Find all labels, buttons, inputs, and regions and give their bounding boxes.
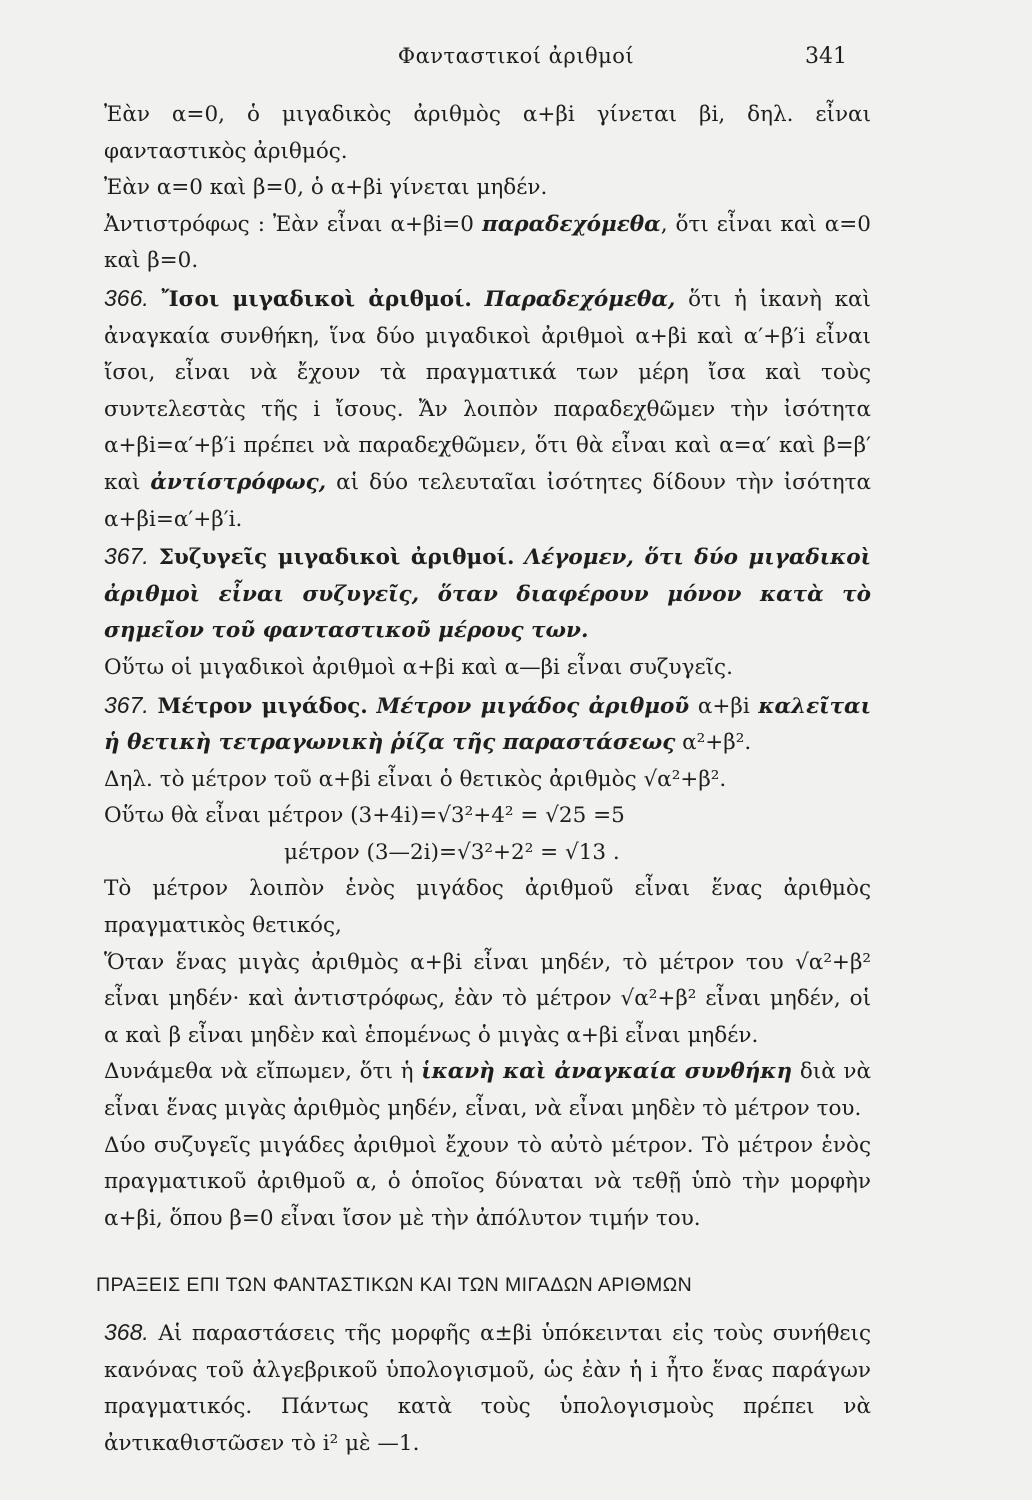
emphasis: ἀντίστρόφως, xyxy=(150,469,327,495)
paragraph xyxy=(104,871,871,944)
paragraph xyxy=(104,762,871,799)
section-367-modulus xyxy=(104,687,871,762)
paragraph-text: Τὸ μέτρον λοιπὸν ἑνὸς μιγάδος ἀριθμοῦ εἶναι ἕνας ἀριθμὸς πραγματικὸς θετικός, xyxy=(104,876,871,939)
paragraph xyxy=(104,207,871,280)
paragraph-text: αἱ δύο τελευταῖαι ἰσότητες δίδουν τὴν ἰσότητα α+βi=α′+β′i. xyxy=(104,469,871,532)
paragraph-text: α+βi xyxy=(689,693,759,719)
paragraph-text: Οὕτω οἱ μιγαδικοὶ ἀριθμοὶ α+βi καὶ α—βi εἶναι συζυγεῖς. xyxy=(104,654,733,680)
paragraph xyxy=(104,945,871,1055)
emphasis: παραδεχόμεθα xyxy=(481,211,661,237)
formula: μέτρον (3—2i)=√3²+2² = √13 . xyxy=(284,839,620,865)
section-heading: Μέτρον μιγάδος. xyxy=(157,693,368,719)
paragraph-text: α²+β². xyxy=(675,730,752,756)
paragraph-text: Δύο συζυγεῖς μιγάδες ἀριθμοὶ ἔχουν τὸ αὐτὸ μέτρον. Τὸ μέτρον ἑνὸς πραγματικοῦ ἀριθμοῦ α, ὁ ὁποῖος δύναται νὰ τεθῇ ὑπὸ τὴν μορφὴν α+βi, ὅπου β=0 εἶναι ἴσον μὲ τὴν ἀπόλυτον τιμήν του. xyxy=(104,1132,871,1231)
definition: Λέγομεν, ὅτι δύο μιγαδικοὶ ἀριθμοὶ εἶναι συζυγεῖς, ὅταν διαφέρουν μόνον κατὰ τὸ σημεῖον τοῦ φανταστικοῦ μέρους των. xyxy=(104,545,871,644)
formula-line xyxy=(104,798,871,835)
section-number: 367. xyxy=(104,691,149,718)
page-number: 341 xyxy=(805,44,847,69)
section-heading: Ἴσοι μιγαδικοὶ ἀριθμοί. xyxy=(161,286,472,312)
paragraph xyxy=(104,170,871,207)
emphasis: Μέτρον μιγάδος ἀριθμοῦ xyxy=(376,693,690,719)
paragraph xyxy=(104,650,871,687)
paragraph-text: Δηλ. τὸ μέτρον τοῦ α+βi εἶναι ὁ θετικὸς ἀριθμὸς √α²+β². xyxy=(104,766,727,792)
paragraph xyxy=(104,1054,871,1127)
paragraph xyxy=(104,1128,871,1238)
paragraph-text: ὅτι ἡ ἱκανὴ καὶ ἀναγκαία συνθήκη, ἵνα δύο μιγαδικοὶ ἀριθμοὶ α+βi καὶ α′+β′i εἶναι ἴσοι, εἶναι νὰ ἔχουν τὰ πραγματικά των μέρη ἴσα καὶ τοὺς συντελεστὰς τῆς i ἴσους. Ἄν λοιπὸν παραδεχθῶμεν τὴν ἰσότητα α+βi=α′+β′i πρέπει νὰ παραδεχθῶμεν, ὅτι θὰ εἶναι καὶ α=α′ καὶ β=β′ καὶ xyxy=(104,286,871,495)
section-number: 368. xyxy=(104,1319,149,1345)
formula: Οὕτω θὰ εἶναι μέτρον (3+4i)=√3²+4² = √25 =5 xyxy=(104,803,625,829)
section-number: 367. xyxy=(104,543,149,570)
paragraph-text: διὰ νὰ εἶναι ἕνας μιγὰς ἀριθμὸς μηδέν, εἶναι, νὰ εἶναι μηδὲν τὸ μέτρον του. xyxy=(104,1059,871,1122)
formula-line xyxy=(104,835,871,872)
section-368 xyxy=(104,1314,871,1462)
paragraph-text: Ἀντιστρόφως : Ἐὰν εἶναι α+βi=0 xyxy=(104,211,482,237)
section-366 xyxy=(104,280,871,538)
section-heading: Συζυγεῖς μιγαδικοὶ ἀριθμοί. xyxy=(158,545,515,571)
paragraph-text: Δυνάμεθα νὰ εἴπωμεν, ὅτι ἡ xyxy=(104,1059,422,1085)
section-number: 366. xyxy=(104,284,149,311)
paragraph-text: Ἐὰν α=0 καὶ β=0, ὁ α+βi γίνεται μηδέν. xyxy=(104,175,548,201)
running-header xyxy=(0,40,1032,76)
paragraph-text: Ἐὰν α=0, ὁ μιγαδικὸς ἀριθμὸς α+βi γίνεται βi, δηλ. εἶναι φανταστικὸς ἀριθμός. xyxy=(104,102,871,164)
part-title: ΠΡΑΞΕΙΣ ΕΠΙ ΤΩΝ ΦΑΝΤΑΣΤΙΚΩΝ ΚΑΙ ΤΩΝ ΜΙΓΑΔΩΝ ΑΡΙΘΜΩΝ xyxy=(96,1274,693,1297)
paragraph-text: Ὅταν ἕνας μιγὰς ἀριθμὸς α+βi εἶναι μηδέν, τὸ μέτρον του √α²+β² εἶναι μηδέν· καὶ ἀντιστρόφως, ἐὰν τὸ μέτρον √α²+β² εἶναι μηδέν, οἱ α καὶ β εἶναι μηδὲν καὶ ἑπομένως ὁ μιγὰς α+βi εἶναι μηδέν. xyxy=(104,949,871,1048)
paragraph xyxy=(104,97,871,170)
emphasis: ἱκανὴ καὶ ἀναγκαία συνθήκη xyxy=(421,1059,793,1085)
paragraph-text: , ὅτι εἶναι καὶ α=0 καὶ β=0. xyxy=(104,211,871,274)
section-367-conjugates xyxy=(104,538,871,650)
emphasis: καλεῖται ἡ θετικὴ τετραγωνικὴ ῥίζα τῆς παραστάσεως xyxy=(104,693,871,756)
running-title: Φανταστικοί ἀριθμοί xyxy=(397,44,635,68)
paragraph-text: Αἱ παραστάσεις τῆς μορφῆς α±βi ὑπόκεινται εἰς τοὺς συνήθεις κανόνας τοῦ ἀλγεβρικοῦ ὑπολογισμοῦ, ὡς ἐὰν ἡ i ἦτο ἕνας παράγων πραγματικός. Πάντως κατὰ τοὺς ὑπολογισμοὺς πρέπει νὰ ἀντικαθιστῶσεν τὸ i² μὲ —1. xyxy=(104,1321,871,1456)
emphasis: Παραδεχόμεθα, xyxy=(484,286,676,312)
page-body xyxy=(96,97,871,1462)
